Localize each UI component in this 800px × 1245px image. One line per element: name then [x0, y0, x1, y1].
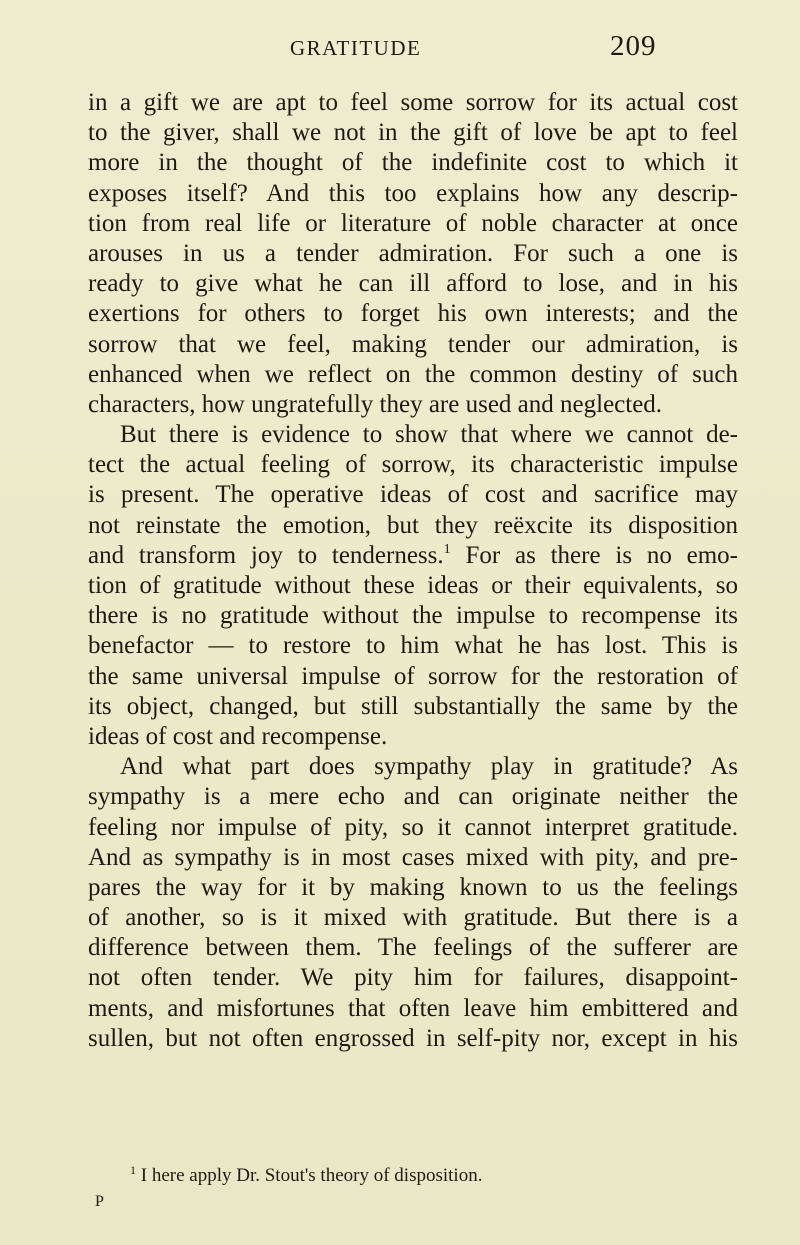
- text-line: tion from real life or literature of noble character at once: [88, 209, 738, 237]
- text-line: enhanced when we reflect on the common destiny of such: [88, 360, 738, 388]
- footnote-reference[interactable]: 1: [443, 541, 451, 557]
- text-line: of another, so is it mixed with gratitude. But there is a: [88, 904, 738, 932]
- text-line: its object, changed, but still substantially the same by the: [88, 692, 738, 720]
- text-line: pares the way for it by making known to us the feelings: [88, 873, 738, 901]
- text-line: And what part does sympathy play in gratitude? As: [120, 753, 738, 781]
- text-line: tion of gratitude without these ideas or their equivalents, so: [88, 572, 738, 599]
- text-line: arouses in us a tender admiration. For such a one is: [88, 239, 738, 267]
- text-line: in a gift we are apt to feel some sorrow for its actual cost: [88, 89, 738, 116]
- text-line-with-footnote-ref: [88, 541, 738, 571]
- body-text: [88, 88, 738, 1054]
- text-line: ready to give what he can ill afford to lose, and in his: [88, 270, 738, 298]
- signature-mark: P: [95, 1193, 104, 1210]
- text-line: is present. The operative ideas of cost and sacrifice may: [88, 481, 738, 509]
- text-line: exertions for others to forget his own interests; and the: [88, 300, 738, 328]
- text-line: more in the thought of the indefinite cost to which it: [88, 149, 738, 177]
- text-line: tect the actual feeling of sorrow, its characteristic impulse: [88, 451, 738, 479]
- text-line: to the giver, shall we not in the gift of love be apt to feel: [88, 119, 738, 147]
- text-line: sorrow that we feel, making tender our admiration, is: [88, 330, 738, 358]
- text-line: And as sympathy is in most cases mixed with pity, and pre-: [88, 843, 738, 871]
- text-line: difference between them. The feelings of the sufferer are: [88, 934, 738, 962]
- text-line: sullen, but not often engrossed in self-pity nor, except in his: [88, 1024, 738, 1052]
- footnote-marker: 1: [130, 1163, 136, 1177]
- footnote-text: I here apply Dr. Stout's theory of disposition.: [140, 1165, 483, 1186]
- text-line-segment: For as there is no emo-: [450, 541, 739, 569]
- text-line-segment: and transform joy to tenderness.: [88, 541, 444, 569]
- text-line: sympathy is a mere echo and can originate neither the: [88, 783, 738, 811]
- text-line: ments, and misfortunes that often leave him embittered and: [88, 994, 738, 1022]
- page-number: 209: [610, 30, 657, 62]
- text-line: benefactor — to restore to him what he has lost. This is: [88, 632, 738, 660]
- text-line: not often tender. We pity him for failures, disappoint-: [88, 964, 738, 992]
- running-title: GRATITUDE: [290, 36, 422, 60]
- text-line: the same universal impulse of sorrow for the restoration of: [88, 662, 738, 690]
- text-line: But there is evidence to show that where we cannot de-: [120, 421, 738, 449]
- text-line: characters, how ungratefully they are used and neglected.: [88, 390, 663, 418]
- text-line: there is no gratitude without the impulse to recompense its: [88, 602, 738, 630]
- text-line: feeling nor impulse of pity, so it cannot interpret gratitude.: [88, 813, 738, 841]
- footnote: [130, 1165, 482, 1187]
- text-line: not reinstate the emotion, but they reëxcite its disposition: [88, 511, 738, 539]
- text-line: exposes itself? And this too explains how any descrip-: [88, 179, 738, 207]
- running-head: [0, 30, 800, 70]
- text-line: ideas of cost and recompense.: [88, 722, 388, 750]
